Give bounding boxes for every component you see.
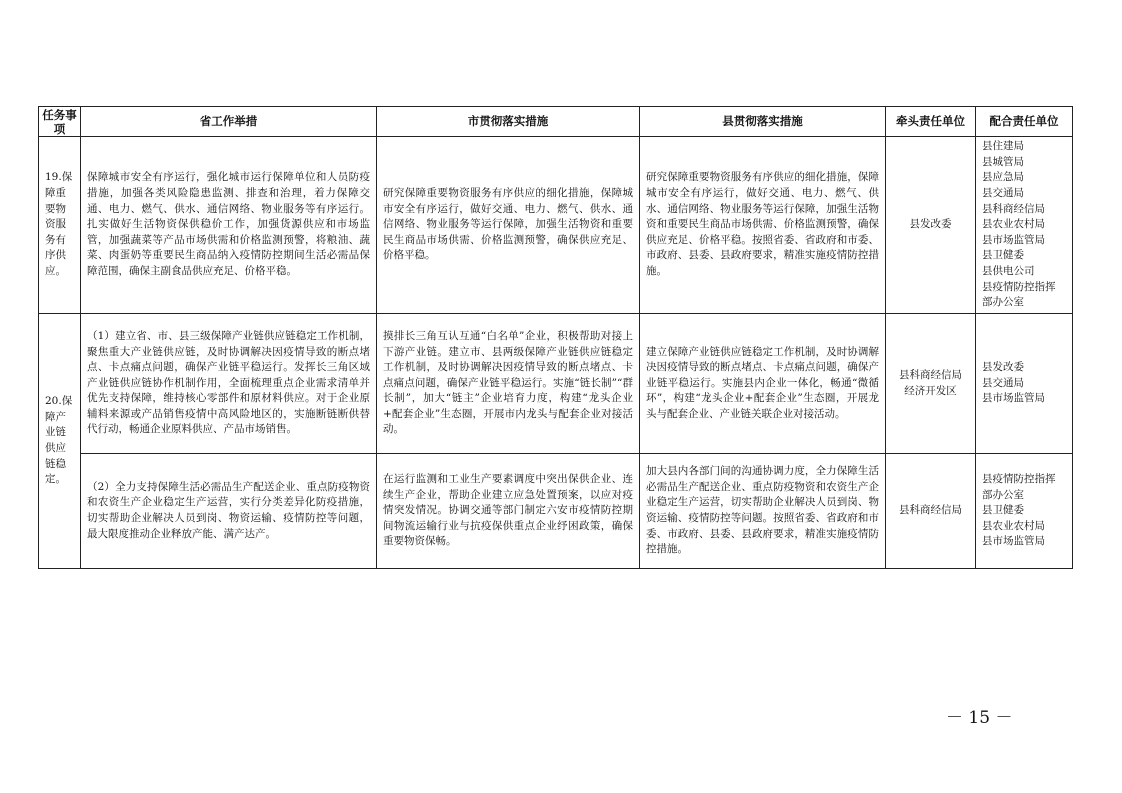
header-county-measures: 县贯彻落实措施 [640, 107, 886, 137]
coop-unit: 县科商经信局 [982, 202, 1045, 215]
coop-units-cell [976, 454, 1073, 569]
header-province-measures: 省工作举措 [81, 107, 377, 137]
coop-units-cell [976, 314, 1073, 454]
task-cell: 19.保障重要物资服务有序供应。 [39, 137, 81, 314]
coop-unit: 县住建局 [982, 140, 1024, 153]
coop-unit: 县交通局 [982, 376, 1024, 389]
page-number: － 15 － [946, 708, 1013, 728]
county-measures-cell: 建立保障产业链供应链稳定工作机制，及时协调解决因疫情导致的断点堵点、卡点痛点问题，确保产业链平稳运行。实施县内企业一体化，畅通“微循环”，构建“龙头企业+配套企业”生态圈，开展龙头与配套企业、产业链关联企业对接活动。 [640, 314, 886, 454]
province-measures-cell: （2）全力支持保障生活必需品生产配送企业、重点防疫物资和农资生产企业稳定生产运营，实行分类差异化防疫措施，切实帮助企业解决人员到岗、物资运输、疫情防控等问题，最大限度推动企业释放产能、满产达产。 [81, 454, 377, 569]
county-measures-cell: 加大县内各部门间的沟通协调力度，全力保障生活必需品生产配送企业、重点防疫物资和农资生产企业稳定生产运营，切实帮助企业解决人员到岗、物资运输、疫情防控等问题。按照省委、省政府和市委、市政府、县委、县政府要求，精准实施疫情防控措施。 [640, 454, 886, 569]
lead-unit: 县科商经信局 [899, 368, 962, 381]
lead-unit: 经济开发区 [904, 384, 957, 397]
task-cell: 20.保障产业链供应链稳定。 [39, 314, 81, 569]
coop-units-cell [976, 137, 1073, 314]
lead-unit-cell [886, 314, 976, 454]
coop-unit: 县应急局 [982, 171, 1024, 184]
lead-unit-cell: 县科商经信局 [886, 454, 976, 569]
table-row [39, 314, 1073, 454]
table-row [39, 454, 1073, 569]
coop-unit: 县卫健委 [982, 249, 1024, 262]
city-measures-cell: 摸排长三角互认互通“白名单”企业，积极帮助对接上下游产业链。建立市、县两级保障产业链供应链稳定工作机制，及时协调解决因疫情导致的断点堵点、卡点痛点问题，确保产业链平稳运行。实施“链长制”“群长制”，加大“链主”企业培育力度，构建“龙头企业+配套企业”生态圈，开展市内龙头与配套企业对接活动。 [377, 314, 640, 454]
table-row [39, 137, 1073, 314]
coop-unit: 县市场监管局 [982, 535, 1045, 548]
city-measures-cell: 在运行监测和工业生产要素调度中突出保供企业、连续生产企业，帮助企业建立应急处置预案，以应对疫情突发情况。协调交通等部门制定六安市疫情防控期间物流运输行业与抗疫保供重点企业纾困政策，确保重要物资保畅。 [377, 454, 640, 569]
coop-unit: 县农业农村局 [982, 218, 1045, 231]
province-measures-cell: （1）建立省、市、县三级保障产业链供应链稳定工作机制，聚焦重大产业链供应链，及时协调解决因疫情导致的断点堵点、卡点痛点问题，确保产业链平稳运行。发挥长三角区域产业链供应链协作机制作用，全面梳理重点企业需求清单并优先支持保障，维持核心零部件和原材料供应。对于企业原辅料来源或产品销售疫情中高风险地区的，实施断链断供替代行动，畅通企业原料供应、产品市场销售。 [81, 314, 377, 454]
coop-unit: 县供电公司 [982, 264, 1035, 277]
coop-unit: 县市场监管局 [982, 392, 1045, 405]
coop-unit: 县疫情防控指挥 [982, 473, 1056, 486]
header-city-measures: 市贯彻落实措施 [377, 107, 640, 137]
coop-unit: 县市场监管局 [982, 233, 1045, 246]
header-coop-units: 配合责任单位 [976, 107, 1073, 137]
table-header-row [39, 107, 1073, 137]
coop-unit: 县发改委 [982, 361, 1024, 374]
measures-table [38, 106, 1073, 569]
province-measures-cell: 保障城市安全有序运行，强化城市运行保障单位和人员防疫措施，加强各类风险隐患监测、排查和治理，着力保障交通、电力、燃气、供水、通信网络、物业服务等有序运行。扎实做好生活物资保供稳价工作，加强货源供应和市场监管，加强蔬菜等产品市场供需和价格监测预警，将粮油、蔬菜、肉蛋奶等重要民生商品纳入疫情防控期间生活必需品保障范围，确保主副食品供应充足、价格平稳。 [81, 137, 377, 314]
coop-unit: 县卫健委 [982, 504, 1024, 517]
lead-unit-cell: 县发改委 [886, 137, 976, 314]
coop-unit: 县农业农村局 [982, 519, 1045, 532]
header-task: 任务事项 [39, 107, 81, 137]
coop-unit: 部办公室 [982, 296, 1024, 309]
coop-unit: 县疫情防控指挥 [982, 280, 1056, 293]
header-lead-unit: 牵头责任单位 [886, 107, 976, 137]
coop-unit: 县城管局 [982, 155, 1024, 168]
city-measures-cell: 研究保障重要物资服务有序供应的细化措施，保障城市安全有序运行，做好交通、电力、燃气、供水、通信网络、物业服务等运行保障，加强生活物资和重要民生商品市场供需、价格监测预警，确保供应充足、价格平稳。 [377, 137, 640, 314]
county-measures-cell: 研究保障重要物资服务有序供应的细化措施，保障城市安全有序运行，做好交通、电力、燃气、供水、通信网络、物业服务等运行保障，加强生活物资和重要民生商品市场供需、价格监测预警，确保供应充足、价格平稳。按照省委、省政府和市委、市政府、县委、县政府要求，精准实施疫情防控措施。 [640, 137, 886, 314]
coop-unit: 部办公室 [982, 488, 1024, 501]
coop-unit: 县交通局 [982, 187, 1024, 200]
